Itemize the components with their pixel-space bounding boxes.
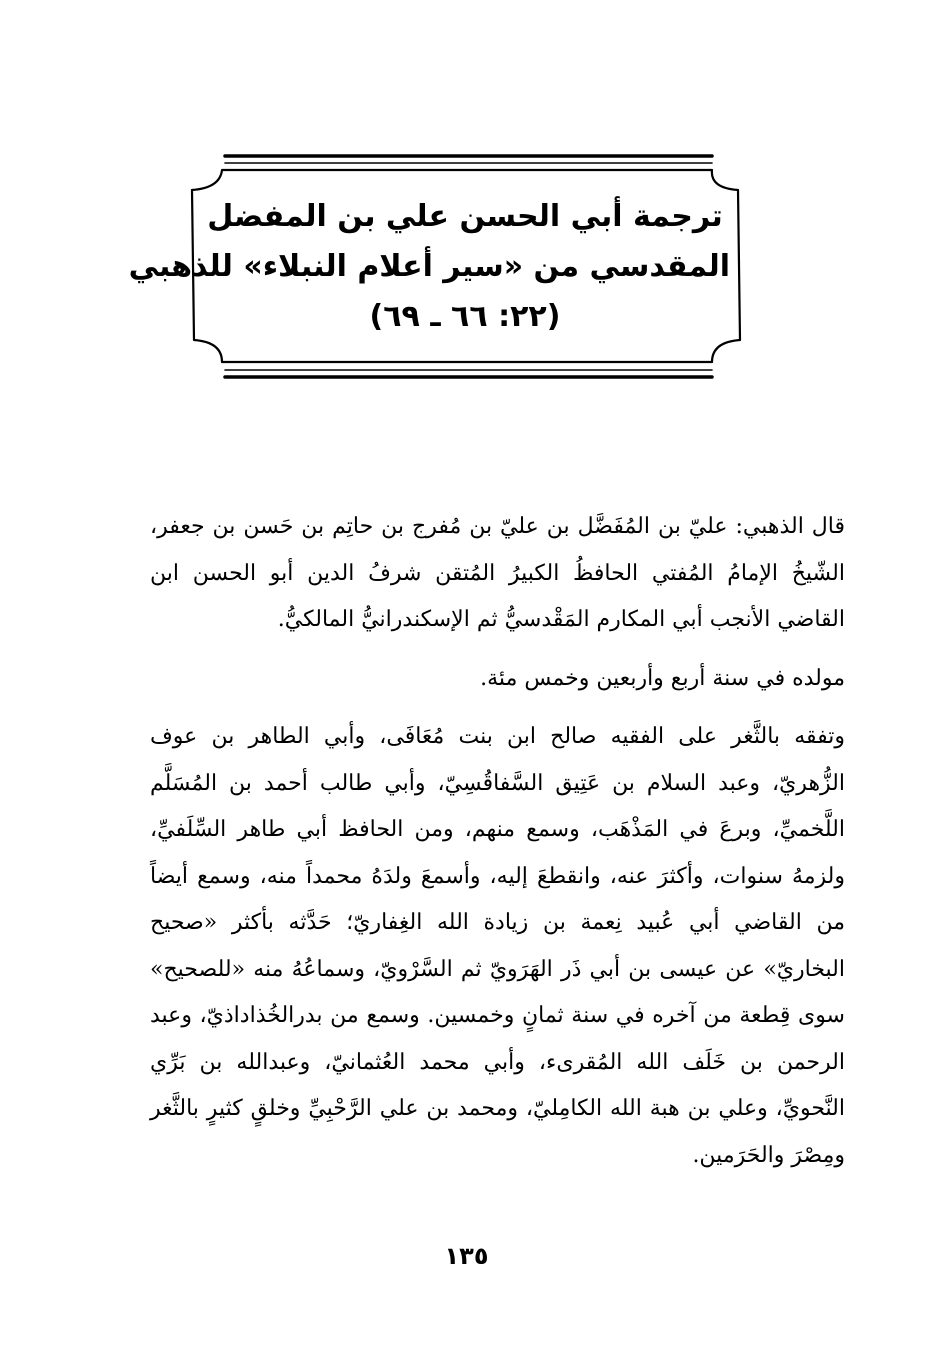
title-line-2: المقدسي من «سير أعلام النبلاء» للذهبي <box>128 249 730 284</box>
paragraph-studies: وتفقه بالثَّغر على الفقيه صالح ابن بنت مُعَافَى، وأبي الطاهر بن عوف الزُّهريّ، وعبد السلام بن عَتِيق السَّفاقُسِيّ، وأبي طالب أحمد بن المُسَلَّم اللَّخميِّ، وبرعَ في المَذْهَب، وسمع منهم، ومن الحافظ أبي طاهر السِّلَفيِّ، ولزمهُ سنوات، وأكثرَ عنه، وانقطعَ إليه، وأسمعَ ولدَهُ محمداً منه، وسمع أيضاً من القاضي أبي عُبيد نِعمة بن زيادة الله الغِفاريّ؛ حَدَّثه بأكثر «صحيح البخاريّ» عن عيسى بن أبي ذَر الهَرَويّ ثم السَّرْويّ، وسماعُهُ منه «للصحيح» سوى قِطعة من آخره في سنة ثمانٍ وخمسين. وسمع من بدرالخُذاداذيّ، وعبد الرحمن بن خَلَف الله المُقرىء، وأبي محمد العُثمانيّ، وعبدالله بن بَرِّي النَّحويِّ، وعلي بن هبة الله الكامِليّ، ومحمد بن علي الرَّحْبِيِّ وخلقٍ كثيرٍ بالثَّغر ومِصْرَ والحَرَمين. <box>150 724 845 1168</box>
paragraph-biography: قال الذهبي: عليّ بن المُفَضَّل بن عليّ بن مُفرج بن حاتِم بن حَسن بن جعفر، الشّيخُ الإمامُ المُفتي الحافظُ الكبيرُ المُتقن شرفُ الدين أبو الحسن ابن القاضي الأنجب أبي المكارم المَقْدسيُّ ثم الإسكندرانيُّ المالكيُّ. <box>150 514 845 632</box>
paragraph-birth: مولده في سنة أربع وأربعين وخمس مئة. <box>480 665 845 691</box>
title-block <box>128 178 730 368</box>
body-text <box>150 504 845 1179</box>
title-line-3: (٢٢: ٦٦ ـ ٦٩) <box>369 299 561 334</box>
page-number: ١٣٥ <box>444 1242 489 1270</box>
title-line-1: ترجمة أبي الحسن علي بن المفضل <box>207 199 723 234</box>
